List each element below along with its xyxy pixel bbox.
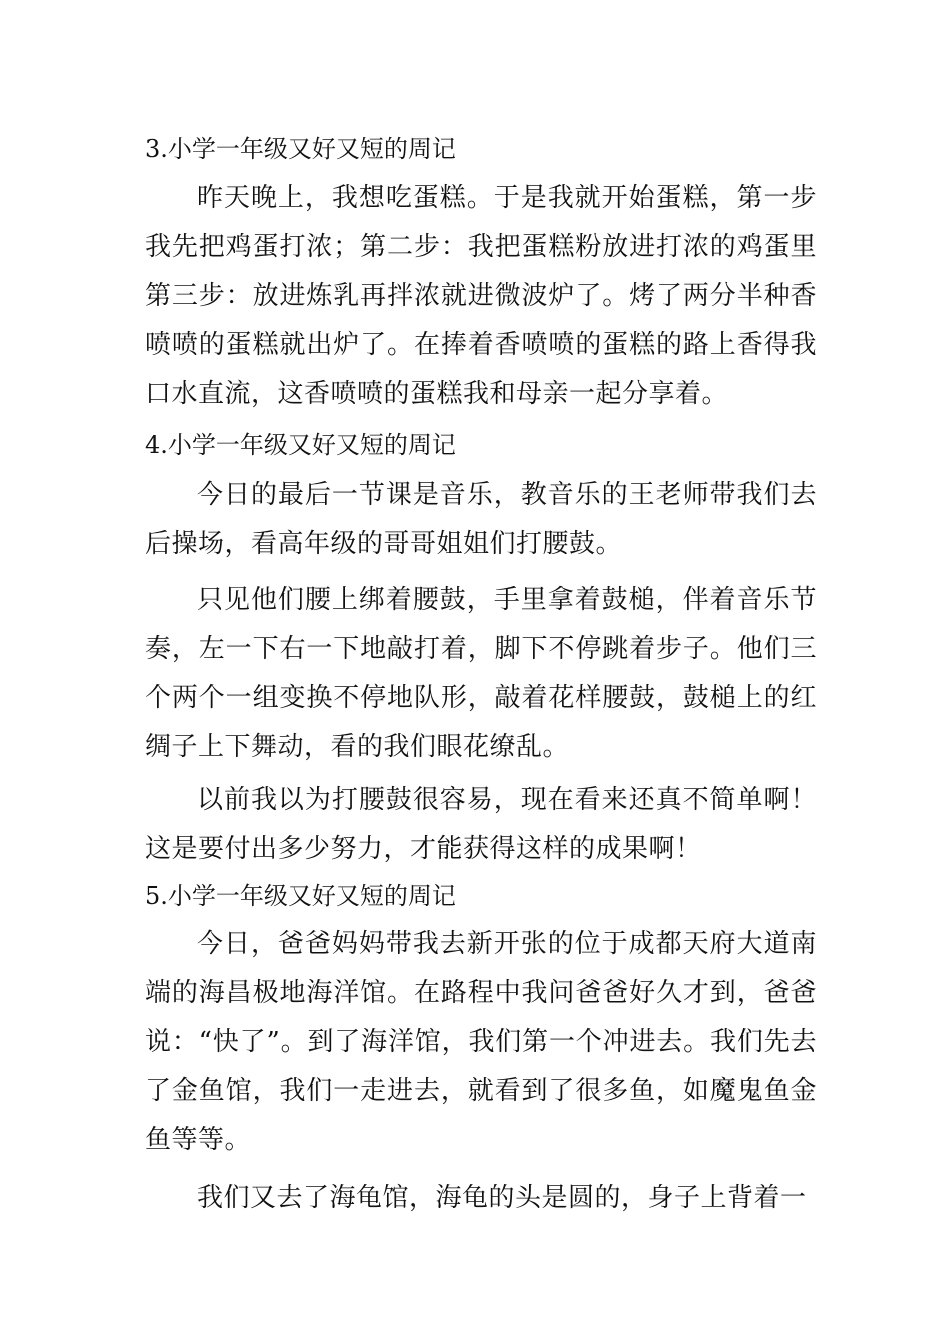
section-heading-3: 3.小学一年级又好又短的周记 xyxy=(145,135,456,163)
paragraph-cake: 昨天晚上，我想吃蛋糕。于是我就开始蛋糕，第一步我先把鸡蛋打浓；第二步：我把蛋糕粉放进打浓的鸡蛋里第三步：放进炼乳再拌浓就进微波炉了。烤了两分半种香喷喷的蛋糕就出炉了。在捧着香喷喷的蛋糕的路上香得我口水直流，这香喷喷的蛋糕我和母亲一起分享着。 xyxy=(145,183,817,409)
section-heading-4: 4.小学一年级又好又短的周记 xyxy=(145,431,456,459)
paragraph-waist-drum: 只见他们腰上绑着腰鼓，手里拿着鼓槌，伴着音乐节奏，左一下右一下地敲打着，脚下不停跳着步子。他们三个两个一组变换不停地队形，敲着花样腰鼓，鼓槌上的红绸子上下舞动，看的我们眼花缭乱。 xyxy=(145,585,817,762)
paragraph-reflection: 以前我以为打腰鼓很容易，现在看来还真不简单啊！这是要付出多少努力，才能获得这样的成果啊！ xyxy=(145,785,817,864)
paragraph-music-class: 今日的最后一节课是音乐，教音乐的王老师带我们去后操场，看高年级的哥哥姐姐们打腰鼓。 xyxy=(145,480,817,559)
paragraph-turtle: 我们又去了海龟馆，海龟的头是圆的，身子上背着一 xyxy=(197,1183,807,1213)
paragraph-aquarium: 今日，爸爸妈妈带我去新开张的位于成都天府大道南端的海昌极地海洋馆。在路程中我问爸爸好久才到，爸爸说：“快了”。到了海洋馆，我们第一个冲进去。我们先去了金鱼馆，我们一走进去，就看到了很多鱼，如魔鬼鱼金鱼等等。 xyxy=(145,929,817,1155)
section-heading-5: 5.小学一年级又好又短的周记 xyxy=(145,882,456,910)
